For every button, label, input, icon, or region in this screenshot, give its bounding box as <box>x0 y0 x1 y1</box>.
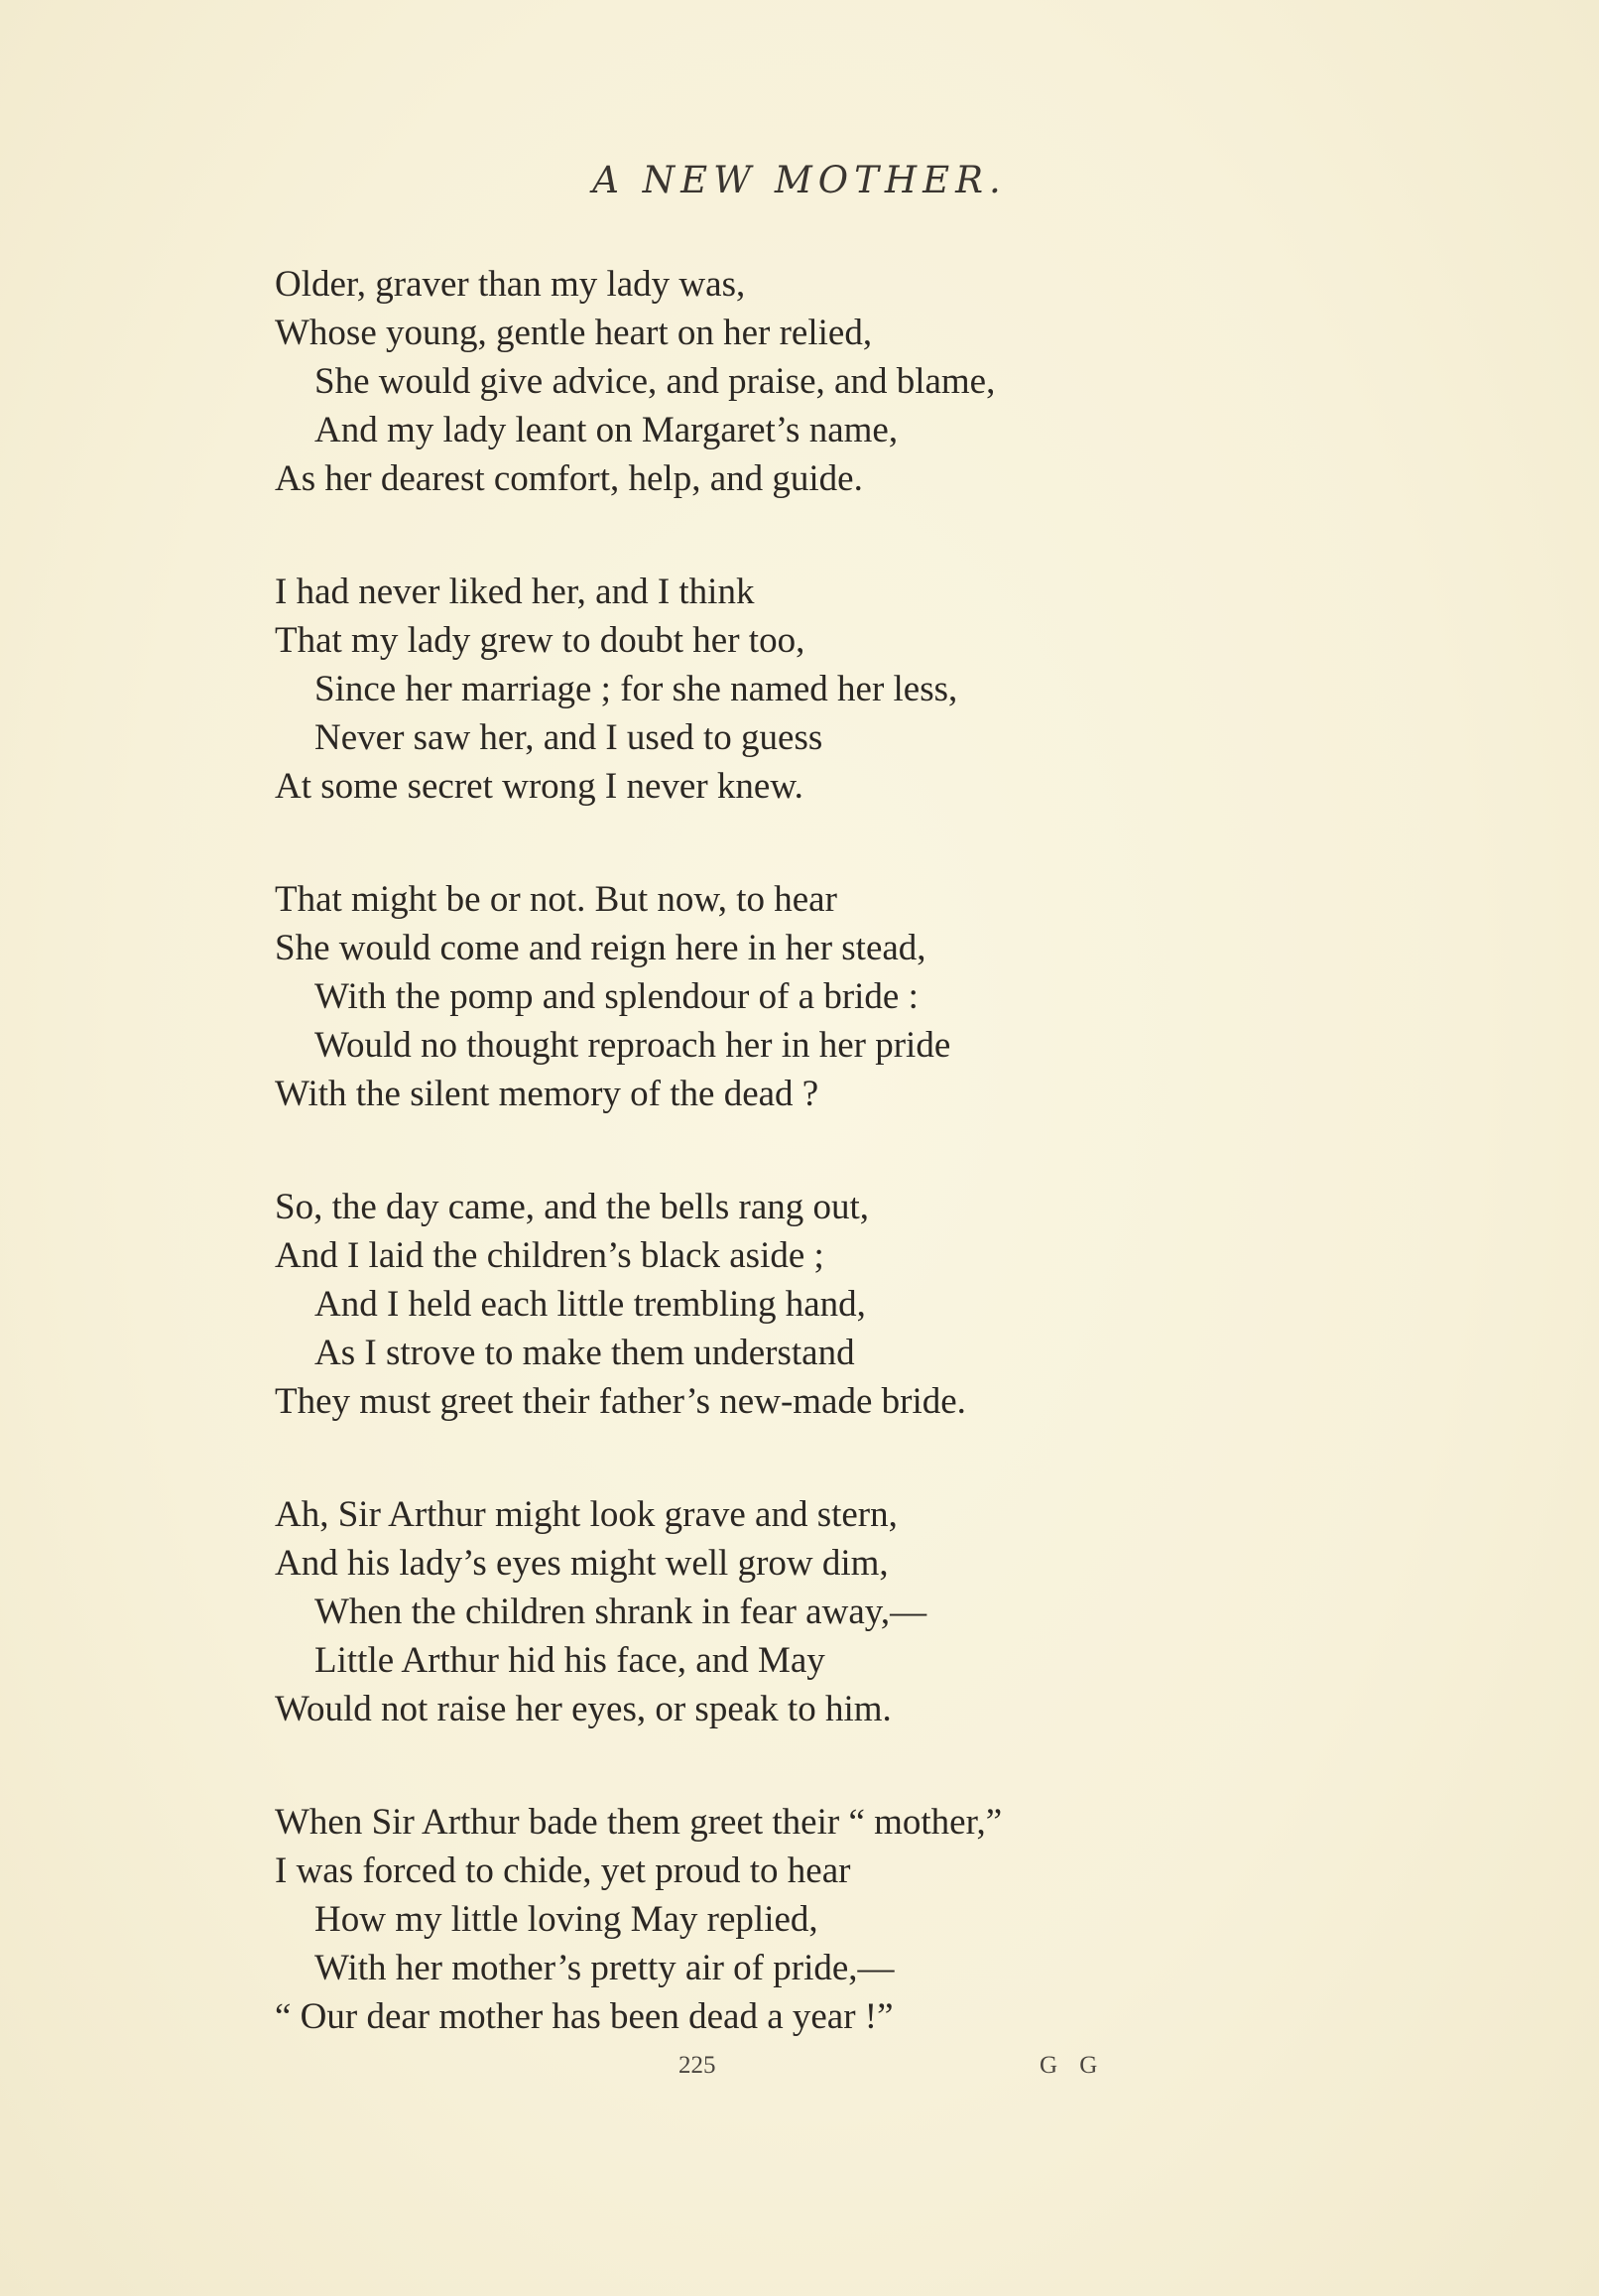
poem-line: Would no thought reproach her in her pride <box>314 1025 951 1066</box>
stanza-5 <box>275 1490 1445 1733</box>
poem-line: Since her marriage ; for she named her less, <box>314 669 958 709</box>
poem-line: Little Arthur hid his face, and May <box>314 1640 825 1681</box>
stanza-6 <box>275 1798 1445 2041</box>
poem-line: I was forced to chide, yet proud to hear <box>275 1850 851 1891</box>
poem-line: Whose young, gentle heart on her relied, <box>275 313 873 353</box>
poem-line: So, the day came, and the bells rang out, <box>275 1187 870 1227</box>
poem-line: With the pomp and splendour of a bride : <box>314 976 919 1017</box>
poem-line: And his lady’s eyes might well grow dim, <box>275 1543 889 1584</box>
poem-line: Older, graver than my lady was, <box>275 264 746 305</box>
poem-line: And my lady leant on Margaret’s name, <box>314 410 899 450</box>
poem-line: And I laid the children’s black aside ; <box>275 1235 824 1276</box>
stanza-2 <box>275 568 1445 811</box>
poem-line: And I held each little trembling hand, <box>314 1284 866 1325</box>
stanza-3 <box>275 875 1445 1118</box>
poem-line: With her mother’s pretty air of pride,— <box>314 1948 895 1988</box>
poem-line: Would not raise her eyes, or speak to him. <box>275 1689 892 1729</box>
poem-line: With the silent memory of the dead ? <box>275 1074 819 1114</box>
poem-line: When the children shrank in fear away,— <box>314 1592 927 1632</box>
poem-line: She would give advice, and praise, and blame, <box>314 361 996 402</box>
poem-line: She would come and reign here in her stead, <box>275 928 926 968</box>
poem-line: When Sir Arthur bade them greet their “ mother,” <box>275 1802 1003 1843</box>
poem <box>275 260 1445 2105</box>
poem-line: That might be or not. But now, to hear <box>275 879 837 920</box>
signature-mark: G G <box>1040 2052 1106 2079</box>
poem-line: At some secret wrong I never knew. <box>275 766 803 807</box>
poem-line: As I strove to make them understand <box>314 1333 855 1373</box>
stanza-4 <box>275 1183 1445 1426</box>
poem-line: Never saw her, and I used to guess <box>314 717 823 758</box>
page-number: 225 <box>678 2052 716 2079</box>
poem-line: “ Our dear mother has been dead a year !” <box>275 1996 894 2037</box>
poem-line: Ah, Sir Arthur might look grave and stern, <box>275 1494 898 1535</box>
poem-line: As her dearest comfort, help, and guide. <box>275 458 863 499</box>
poem-line: That my lady grew to doubt her too, <box>275 620 805 661</box>
poem-line: How my little loving May replied, <box>314 1899 818 1940</box>
poem-line: They must greet their father’s new-made bride. <box>275 1381 966 1422</box>
stanza-1 <box>275 260 1445 503</box>
poem-line: I had never liked her, and I think <box>275 572 755 612</box>
running-head: A NEW MOTHER. <box>592 159 1007 201</box>
